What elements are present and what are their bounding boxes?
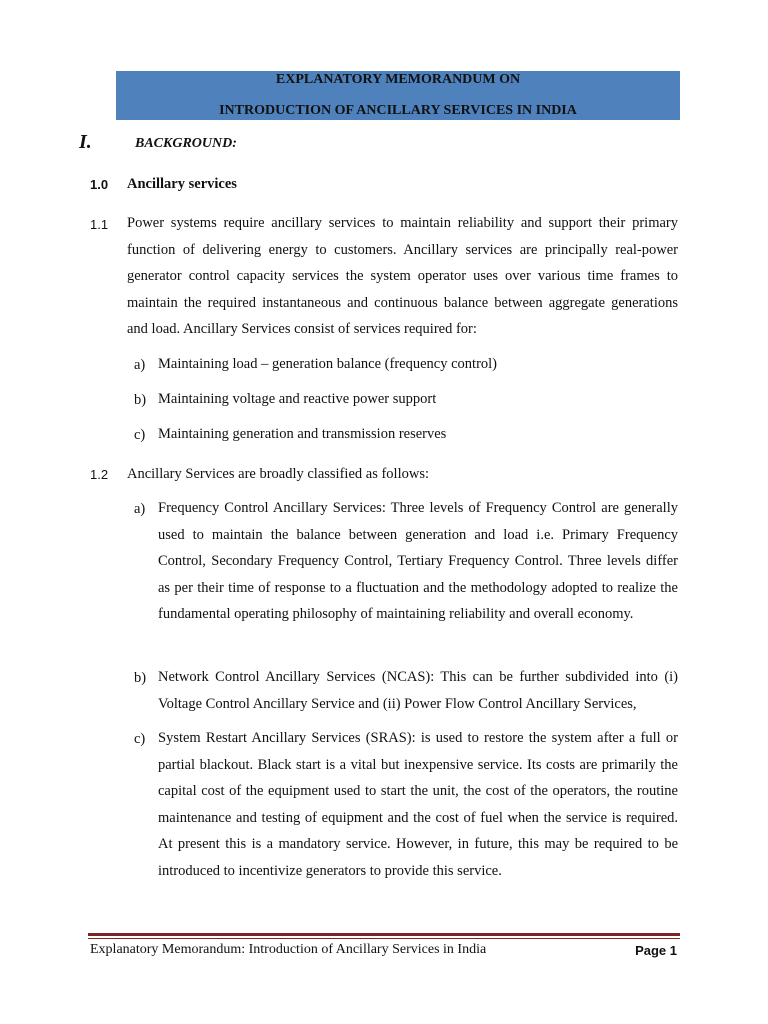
- list-item-label: b): [134, 670, 147, 686]
- page-number: Page 1: [635, 943, 677, 958]
- list-item-label: a): [134, 501, 146, 517]
- list-item-label: a): [134, 357, 146, 373]
- title-line-2: INTRODUCTION OF ANCILLARY SERVICES IN INDIA: [219, 103, 577, 118]
- section-paragraph-1-1: Power systems require ancillary services to maintain reliability and support their primary function of delivering energy to customers. Ancillary services are principally real-power generator control capacity services the system operator uses over various time frames to maintain the required instantaneous and continuous balance between aggregate generations and load. Ancillary Services consist of services required for:: [127, 215, 678, 338]
- footer-rule-thin: [88, 938, 680, 939]
- section-number-1-2: 1.2: [90, 467, 109, 482]
- document-title-banner: [116, 71, 680, 120]
- list-item-text: Maintaining load – generation balance (frequency control): [158, 356, 498, 372]
- list-item-text: Network Control Ancillary Services (NCAS): This can be further subdivided into (i) Voltage Control Ancillary Service and (ii) Power Flow Control Ancillary Services,: [158, 669, 678, 712]
- list-item-text: Maintaining generation and transmission reserves: [158, 426, 447, 442]
- list-item-text: System Restart Ancillary Services (SRAS): is used to restore the system after a full or partial blackout. Black start is a vital but inexpensive service. Its costs are primarily the capital cost of the equipment used to start the unit, the cost of the operators, the routine maintenance and testing of equipment and the cost of fuel when the service is required. At present this is a mandatory service. However, in future, this may be required to be introduced to incentivize generators to provide this service.: [158, 730, 678, 879]
- section-number-1-0: 1.0: [90, 177, 109, 192]
- list-item-text: Maintaining voltage and reactive power support: [158, 391, 437, 407]
- section-number-1-1: 1.1: [90, 217, 109, 232]
- part-numeral: I.: [79, 131, 92, 153]
- footer-rule: [88, 933, 680, 936]
- list-item-label: c): [134, 427, 146, 443]
- list-item-label: c): [134, 731, 146, 747]
- title-line-1: EXPLANATORY MEMORANDUM ON: [275, 72, 521, 87]
- list-item-label: b): [134, 392, 147, 408]
- part-title: BACKGROUND:: [135, 136, 237, 151]
- footer-document-title: Explanatory Memorandum: Introduction of Ancillary Services in India: [90, 942, 487, 957]
- section-title-1-0: Ancillary services: [127, 176, 237, 192]
- list-item-text: Frequency Control Ancillary Services: Three levels of Frequency Control are generally used to maintain the balance between generation and load i.e. Primary Frequency Control, Secondary Frequency Control, Tertiary Frequency Control. Three levels differ as per their time of response to a fluctuation and the methodology adopted to realize the fundamental operating philosophy of maintaining reliability and overall economy.: [158, 500, 678, 623]
- section-paragraph-1-2: Ancillary Services are broadly classified as follows:: [127, 466, 429, 482]
